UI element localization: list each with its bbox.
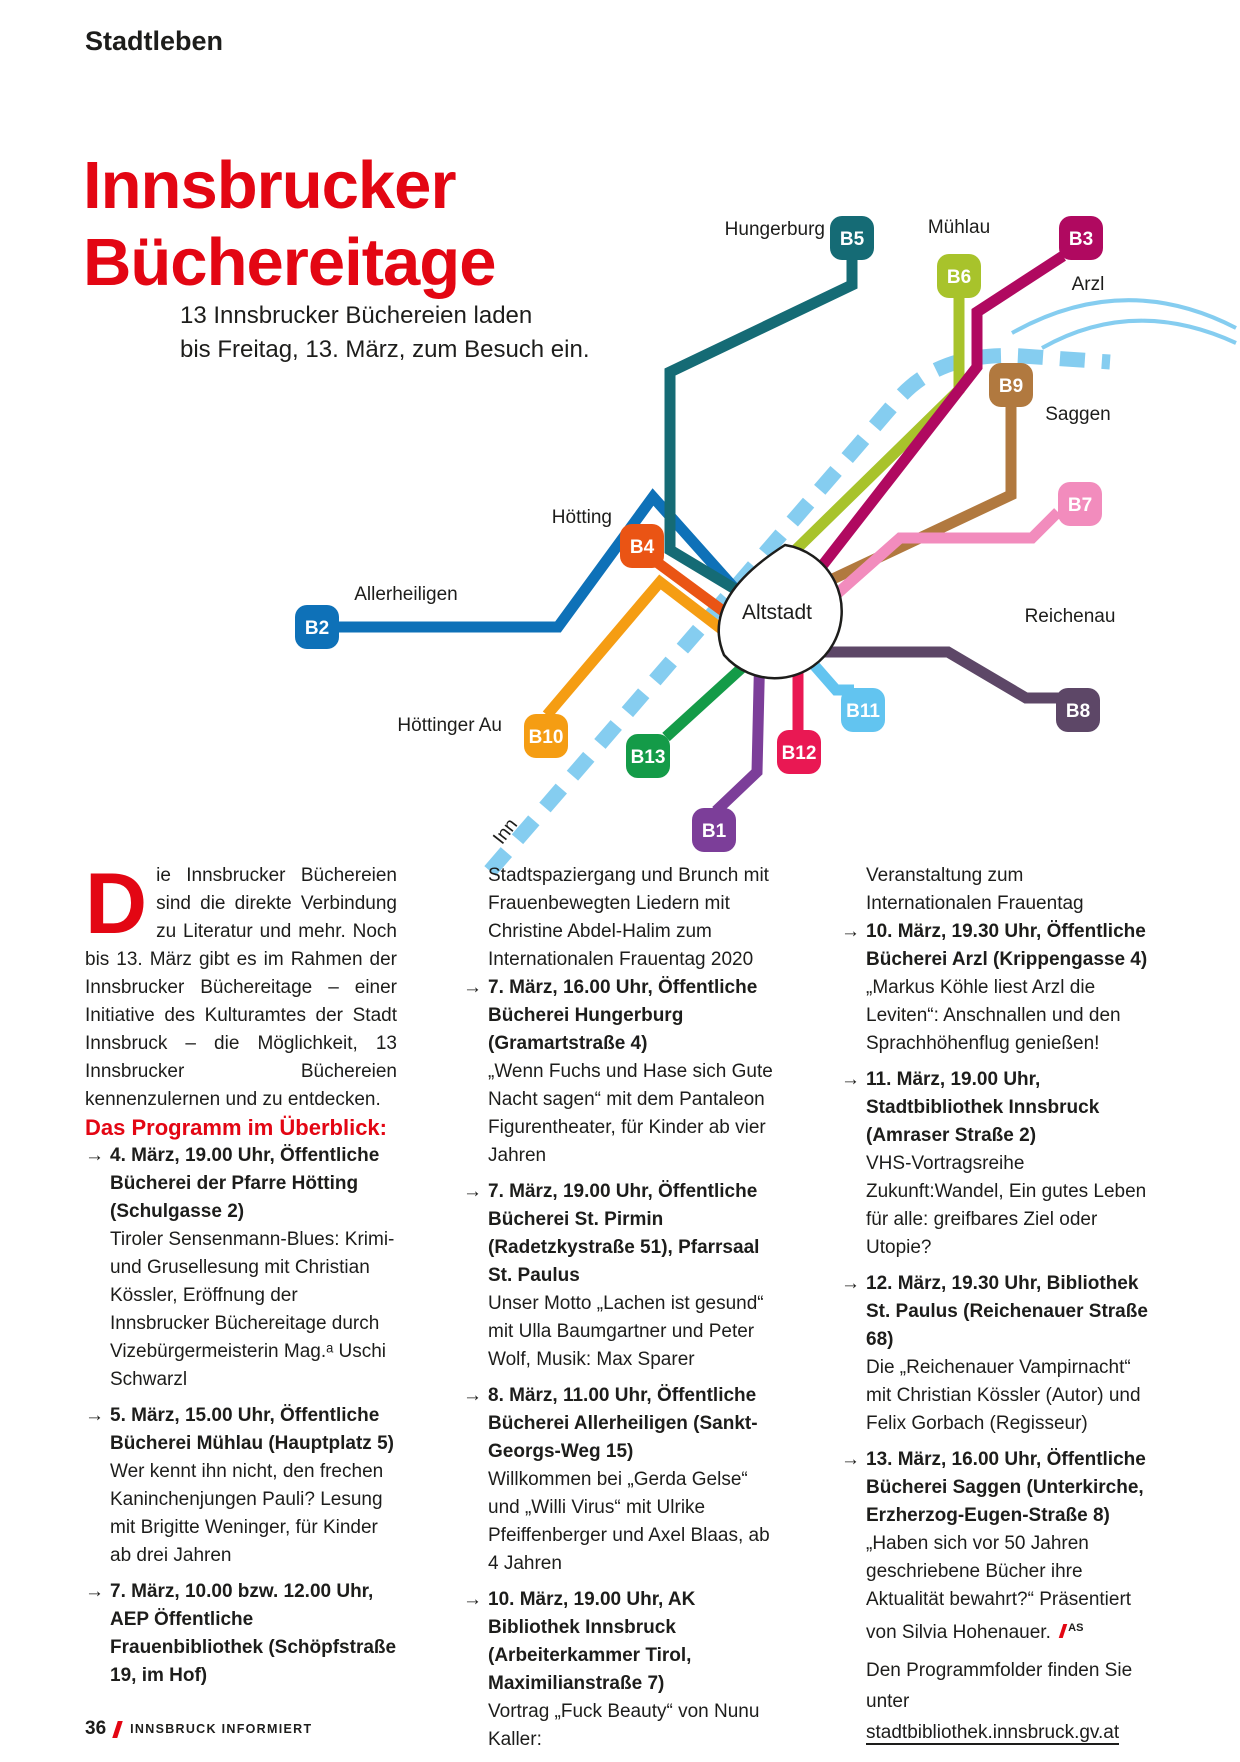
arrow-icon: → bbox=[463, 977, 482, 998]
district-label-m-hlau: Mühlau bbox=[927, 217, 991, 238]
svg-text:B3: B3 bbox=[1068, 229, 1094, 250]
entry-body: Tiroler Sensenmann-Blues: Krimi- und Grusellesung mit Christian Kössler, Eröffnung der Innsbrucker Büchereitage durch Vizebürgermeisterin Mag.ᵃ Uschi Schwarzl bbox=[110, 1229, 395, 1390]
program-entry bbox=[463, 1382, 775, 1578]
arrow-icon: → bbox=[463, 1589, 482, 1610]
svg-text:B13: B13 bbox=[630, 747, 666, 768]
program-entry bbox=[85, 1402, 397, 1570]
svg-text:B1: B1 bbox=[701, 821, 727, 842]
program-entry bbox=[841, 1270, 1153, 1438]
svg-text:B11: B11 bbox=[846, 701, 880, 722]
svg-text:B10: B10 bbox=[528, 727, 564, 748]
program-entry bbox=[463, 974, 775, 1170]
entry-title: 11. März, 19.00 Uhr, Stadtbibliothek Innsbruck (Amraser Straße 2) bbox=[866, 1069, 1100, 1146]
svg-text:B12: B12 bbox=[781, 743, 817, 764]
article-columns bbox=[85, 856, 1153, 1762]
arrow-icon: → bbox=[841, 1273, 860, 1294]
subtitle-line1: 13 Innsbrucker Büchereien laden bbox=[180, 302, 533, 329]
map-node-b4 bbox=[620, 524, 664, 568]
map-node-b6 bbox=[937, 254, 981, 298]
intro-paragraph: Die Innsbrucker Büchereien sind die direkte Verbindung zu Literatur und mehr. Noch bis 13. März gibt es im Rahmen der Innsbrucker Büchereitage – einer Initiative des Kulturamtes der Stadt Innsbruck – die Möglichkeit, 13 Innsbrucker Büchereien kennenzulernen und zu entdecken. bbox=[85, 856, 397, 1110]
arrow-icon: → bbox=[85, 1405, 104, 1426]
entry-title: 12. März, 19.30 Uhr, Bibliothek St. Paulus (Reichenauer Straße 68) bbox=[866, 1273, 1148, 1350]
author-slash-icon bbox=[1059, 1624, 1068, 1638]
map-node-b2 bbox=[295, 605, 339, 649]
district-label-reichenau: Reichenau bbox=[1024, 606, 1116, 627]
arrow-icon: → bbox=[463, 1181, 482, 1202]
entry-body: „Wenn Fuchs und Hase sich Gute Nacht sagen“ mit dem Pantaleon Figurentheater, für Kinder ab vier Jahren bbox=[488, 1061, 773, 1166]
column-2 bbox=[463, 862, 775, 1762]
map-node-b8 bbox=[1056, 688, 1100, 732]
metro-map-svg bbox=[240, 175, 1240, 880]
entry-body: Vortrag „Fuck Beauty“ von Nunu Kaller: bbox=[488, 1701, 760, 1750]
program-entry bbox=[85, 1578, 397, 1690]
entry-title: 7. März, 10.00 bzw. 12.00 Uhr, AEP Öffentliche Frauenbibliothek (Schöpfstraße 19, im Hof) bbox=[110, 1581, 397, 1686]
map-node-b13 bbox=[626, 734, 670, 778]
svg-text:B8: B8 bbox=[1065, 701, 1091, 722]
program-heading: Das Programm im Überblick: bbox=[85, 1115, 387, 1140]
program-entry bbox=[463, 1178, 775, 1374]
section-label: Stadtleben bbox=[85, 26, 224, 56]
entry-body-continued: Veranstaltung zum Internationalen Frauentag bbox=[866, 865, 1084, 914]
inn-river-arc-2 bbox=[1042, 321, 1236, 348]
arrow-icon: → bbox=[463, 1385, 482, 1406]
entry-body: Willkommen bei „Gerda Gelse“ und „Willi Virus“ mit Ulrike Pfeiffenberger und Axel Blaas, ab 4 Jahren bbox=[488, 1469, 770, 1574]
entry-body: VHS-Vortragsreihe Zukunft:Wandel, Ein gutes Leben für alle: greifbares Ziel oder Utopie? bbox=[866, 1153, 1147, 1258]
entry-title: 8. März, 11.00 Uhr, Öffentliche Bücherei Allerheiligen (Sankt-Georgs-Weg 15) bbox=[488, 1385, 758, 1462]
page-footer bbox=[85, 1718, 312, 1740]
map-node-b10 bbox=[524, 714, 568, 758]
column-1 bbox=[85, 856, 397, 1762]
district-label-inn: Inn bbox=[489, 814, 523, 849]
program-entry bbox=[85, 1142, 397, 1394]
entry-body: Die „Reichenauer Vampirnacht“ mit Christian Kössler (Autor) und Felix Gorbach (Regisseur) bbox=[866, 1357, 1141, 1434]
author-initials: AS bbox=[1068, 1622, 1084, 1634]
entry-title: 7. März, 19.00 Uhr, Öffentliche Bücherei St. Pirmin (Radetzkystraße 51), Pfarrsaal St. Paulus bbox=[488, 1181, 760, 1286]
entry-body: Unser Motto „Lachen ist gesund“ mit Ulla Baumgartner und Peter Wolf, Musik: Max Sparer bbox=[488, 1293, 764, 1370]
subtitle-line2: bis Freitag, 13. März, zum Besuch ein. bbox=[180, 336, 590, 363]
entry-title: 5. März, 15.00 Uhr, Öffentliche Bücherei Mühlau (Hauptplatz 5) bbox=[110, 1405, 394, 1454]
svg-text:B4: B4 bbox=[629, 537, 655, 558]
arrow-icon: → bbox=[841, 921, 860, 942]
district-label-arzl: Arzl bbox=[1071, 274, 1105, 295]
arrow-icon: → bbox=[841, 1069, 860, 1090]
program-entry bbox=[841, 1066, 1153, 1262]
altstadt-label: Altstadt bbox=[741, 601, 813, 624]
program-entry bbox=[841, 1446, 1153, 1647]
page-title-line1: Innsbrucker bbox=[83, 147, 456, 223]
arrow-icon: → bbox=[841, 1449, 860, 1470]
entry-title: 4. März, 19.00 Uhr, Öffentliche Bücherei der Pfarre Hötting (Schulgasse 2) bbox=[110, 1145, 380, 1222]
entry-title: 7. März, 16.00 Uhr, Öffentliche Bücherei Hungerburg (Gramartstraße 4) bbox=[488, 977, 758, 1054]
entry-body: Wer kennt ihn nicht, den frechen Kaninchenjungen Pauli? Lesung mit Brigitte Weninger, für Kinder ab drei Jahren bbox=[110, 1461, 384, 1566]
program-entry bbox=[463, 1586, 775, 1754]
arrow-icon: → bbox=[85, 1145, 104, 1166]
entry-body-continued: Stadtspaziergang und Brunch mit Frauenbewegten Liedern mit Christine Abdel-Halim zum Internationalen Frauentag 2020 bbox=[488, 865, 769, 970]
page-title-line2: Büchereitage bbox=[83, 224, 496, 300]
entry-title: 13. März, 16.00 Uhr, Öffentliche Bücherei Saggen (Unterkirche, Erzherzog-Eugen-Straße 8) bbox=[866, 1449, 1146, 1526]
entry-title: 10. März, 19.30 Uhr, Öffentliche Bücherei Arzl (Krippengasse 4) bbox=[866, 921, 1148, 970]
district-label-allerheiligen: Allerheiligen bbox=[354, 584, 458, 605]
footer-slash-icon bbox=[112, 1721, 123, 1738]
svg-text:B5: B5 bbox=[839, 229, 865, 250]
website-link[interactable]: stadtbibliothek.innsbruck.gv.at bbox=[866, 1722, 1120, 1743]
library-metro-map bbox=[240, 175, 1240, 880]
map-node-b12 bbox=[777, 730, 821, 774]
author-mark bbox=[1056, 1622, 1083, 1643]
program-entry bbox=[841, 918, 1153, 1058]
entry-body: „Haben sich vor 50 Jahren geschriebene Bücher ihre Aktualität bewahrt?“ Präsentiert von Silvia Hohenauer. $^{AS}$ bbox=[866, 1533, 1132, 1643]
column-3 bbox=[841, 862, 1153, 1762]
map-node-b3 bbox=[1059, 216, 1103, 260]
entry-body: „Markus Köhle liest Arzl die Leviten“: Anschnallen und den Sprachhöhenflug genießen! bbox=[866, 977, 1121, 1054]
program-folder-note: Den Programmfolder finden Sie unter stadtbibliothek.innsbruck.gv.at bbox=[866, 1660, 1133, 1743]
map-node-b9 bbox=[989, 363, 1033, 407]
map-node-b11 bbox=[841, 688, 885, 732]
dropcap: D bbox=[85, 856, 148, 952]
map-node-b7 bbox=[1058, 482, 1102, 526]
page-number: 36 bbox=[85, 1718, 107, 1739]
district-label-h-ttinger-au: Höttinger Au bbox=[397, 715, 502, 736]
district-label-saggen: Saggen bbox=[1045, 404, 1111, 425]
district-label-hungerburg: Hungerburg bbox=[724, 219, 825, 240]
svg-text:B6: B6 bbox=[946, 267, 972, 288]
map-node-b5 bbox=[830, 216, 874, 260]
magazine-name: INNSBRUCK INFORMIERT bbox=[130, 1722, 313, 1736]
svg-text:B9: B9 bbox=[998, 376, 1024, 397]
arrow-icon: → bbox=[85, 1581, 104, 1602]
district-label-h-tting: Hötting bbox=[551, 507, 612, 528]
map-node-b1 bbox=[692, 808, 736, 852]
svg-text:B2: B2 bbox=[304, 618, 330, 639]
entry-title: 10. März, 19.00 Uhr, AK Bibliothek Innsbruck (Arbeiterkammer Tirol, Maximilianstraße 7) bbox=[488, 1589, 696, 1694]
svg-text:B7: B7 bbox=[1067, 495, 1093, 516]
